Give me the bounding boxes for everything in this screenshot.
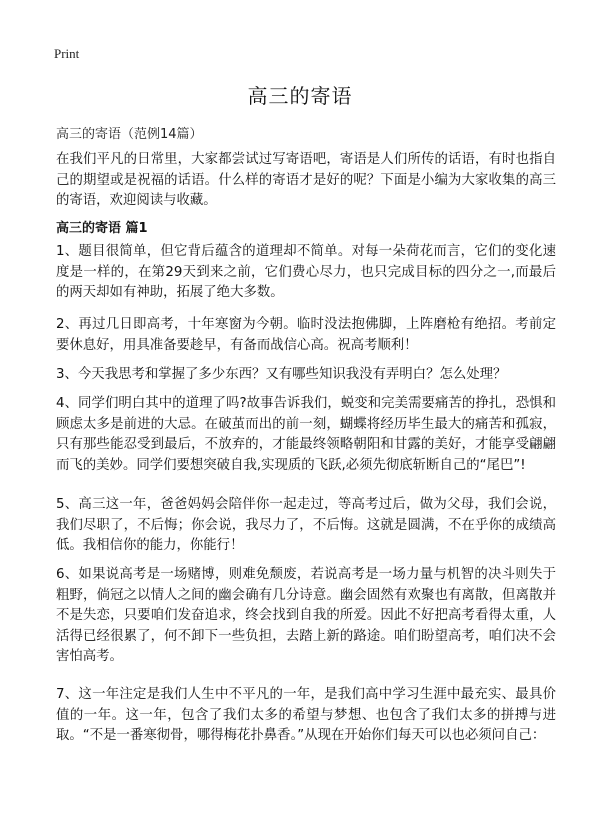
intro-paragraph: 在我们平凡的日常里，大家都尝试过写寄语吧，寄语是人们所传的话语，有时也指自己的期望或是祝福的话语。什么样的寄语才是好的呢？下面是小编为大家收集的高三的寄语，欢迎阅读与收藏。 bbox=[56, 152, 556, 208]
paragraph-2: 2、再过几日即高考，十年寒窗为今朝。临时没法抱佛脚，上阵磨枪有绝招。考前定要休息好，用具准备要趁早，有备而战信心高。祝高考顺利！ bbox=[56, 317, 556, 353]
paragraph-5: 5、高三这一年，爸爸妈妈会陪伴你一起走过，等高考过后，做为父母，我们会说，我们尽职了，不后悔；你会说，我尽力了，不后悔。这就是圆满，不在乎你的成绩高低。我相信你的能力，你能行！ bbox=[56, 497, 556, 553]
document-subtitle: 高三的寄语（范例14篇） bbox=[56, 127, 203, 142]
print-link[interactable]: Print bbox=[54, 46, 80, 61]
paragraph-6: 6、如果说高考是一场赌博，则难免颓废，若说高考是一场力量与机智的决斗则失于粗野，倘冠之以情人之间的幽会确有几分诗意。幽会固然有欢聚也有离散，但离散并不是失恋，只要咱们发奋追求，终会找到自我的所爱。因此不好把高考看得太重，人活得已经很累了，何不卸下一些负担，去踏上新的路途。咱们盼望高考，咱们决不会害怕高考。 bbox=[56, 567, 556, 664]
paragraph-7: 7、这一年注定是我们人生中不平凡的一年，是我们高中学习生涯中最充实、最具价值的一年。这一年，包含了我们太多的希望与梦想、也包含了我们太多的拼搏与进取。“不是一番寒彻骨，哪得梅花扑鼻香。”从现在开始你们每天可以也必须问自己： bbox=[56, 687, 556, 743]
page-title: 高三的寄语 bbox=[247, 84, 353, 108]
paragraph-3: 3、今天我思考和掌握了多少东西？又有哪些知识我没有弄明白？怎么处理？ bbox=[56, 367, 507, 382]
paragraph-1: 1、题目很简单，但它背后蕴含的道理却不简单。对每一朵荷花而言，它们的变化速度是一样的，在第29天到来之前，它们费心尽力，也只完成目标的四分之一,而最后的两天却如有神助，拓展了绝大多数。 bbox=[56, 244, 556, 300]
section-heading: 高三的寄语 篇1 bbox=[56, 221, 148, 236]
paragraph-4: 4、同学们明白其中的道理了吗?故事告诉我们，蜕变和完美需要痛苦的挣扎，恐惧和顾虑太多是前进的大忌。在破茧而出的前一刻，蝴蝶将经历毕生最大的痛苦和孤寂，只有那些能忍受到最后，不放弃的，才能最终领略朝阳和甘露的美好，才能享受翩翩而飞的美妙。同学们要想突破自我,实现质的飞跃,必须先彻底斩断自己的“尾巴”! bbox=[56, 396, 556, 473]
